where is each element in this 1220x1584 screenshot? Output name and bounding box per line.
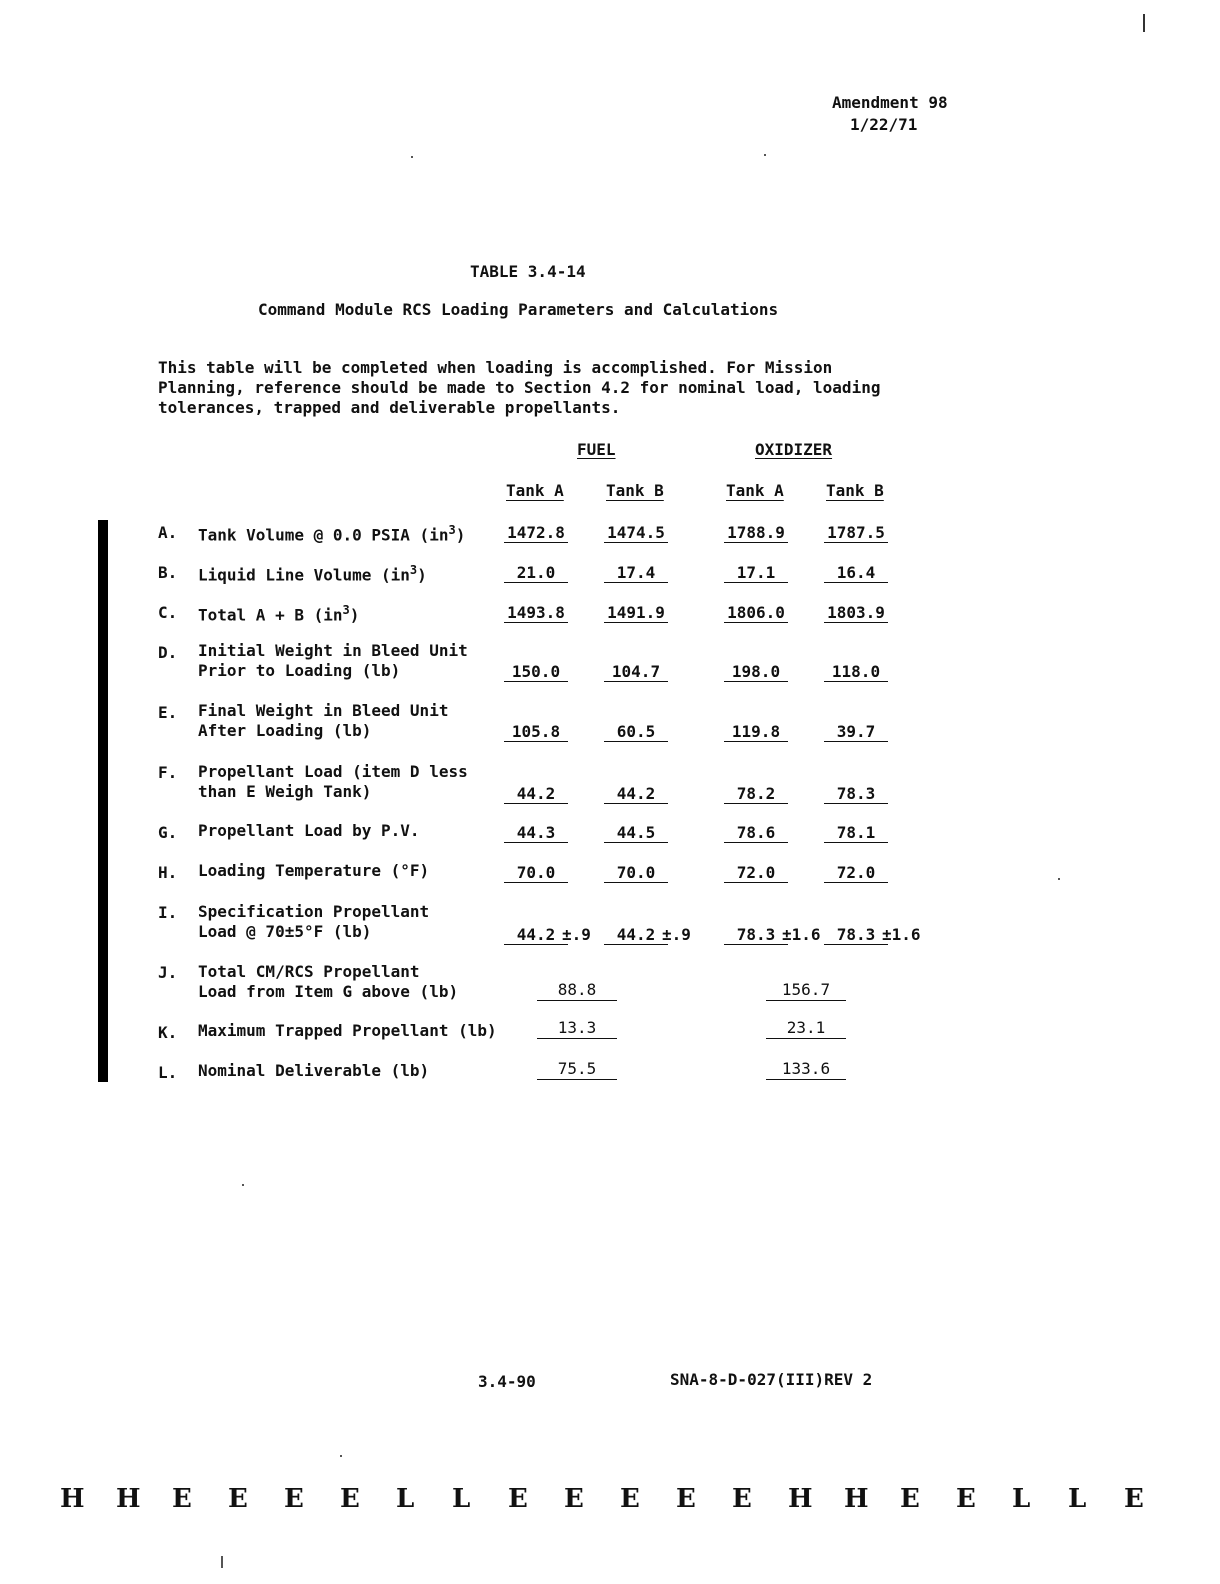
value-cell: 1474.5	[604, 524, 668, 543]
row-label: Liquid Line Volume $(in^3)$	[198, 563, 427, 585]
fuel-tank-a-header: Tank A	[506, 481, 564, 500]
value-cell: 1491.9	[604, 604, 668, 623]
row-label: Loading Temperature (°F)	[198, 861, 430, 880]
film-mark: E	[172, 1484, 192, 1514]
value-cell: 78.1	[824, 824, 888, 843]
value-cell: 118.0	[824, 663, 888, 682]
row-label: Propellant Load by P.V.	[198, 821, 420, 840]
value-cell: 150.0	[504, 663, 568, 682]
document-id: SNA-8-D-027(III)REV 2	[670, 1370, 873, 1389]
row-letter: A.	[158, 523, 178, 542]
row-letter: B.	[158, 563, 178, 582]
value-cell: 1806.0	[724, 604, 788, 623]
row-letter: H.	[158, 863, 178, 882]
film-mark: H	[844, 1484, 869, 1514]
film-mark: E	[1124, 1484, 1144, 1514]
value-cell: 60.5	[604, 723, 668, 742]
value-cell: 78.6	[724, 824, 788, 843]
film-mark: E	[620, 1484, 640, 1514]
row-letter: L.	[158, 1063, 178, 1082]
value-cell: 104.7	[604, 663, 668, 682]
intro-line: tolerances, trapped and deliverable propellants.	[158, 398, 621, 417]
scan-speck	[411, 156, 413, 158]
film-mark: E	[676, 1484, 696, 1514]
intro-line: Planning, reference should be made to Section 4.2 for nominal load, loading	[158, 378, 881, 397]
value-cell: 44.2 ±.9	[604, 926, 668, 945]
value-cell: 105.8	[504, 723, 568, 742]
scan-mark	[1143, 14, 1145, 32]
tolerance: ±.9	[662, 925, 691, 944]
tolerance: ±1.6	[882, 925, 921, 944]
scan-speck	[221, 1556, 223, 1568]
film-mark: E	[564, 1484, 584, 1514]
value-cell: 78.2	[724, 785, 788, 804]
film-mark: L	[1012, 1484, 1031, 1514]
value-cell: 17.4	[604, 564, 668, 583]
row-label: Specification Propellant Load @ 70±5°F (lb)	[198, 902, 430, 941]
scan-speck	[340, 1455, 342, 1457]
scan-speck	[764, 154, 766, 156]
amendment-label: Amendment 98	[832, 93, 948, 112]
film-mark: L	[452, 1484, 471, 1514]
fuel-tank-b-header: Tank B	[606, 481, 664, 500]
row-letter: D.	[158, 643, 178, 662]
value-cell: 78.3 ±1.6	[724, 926, 788, 945]
tolerance: ±1.6	[782, 925, 821, 944]
value-cell: 72.0	[824, 864, 888, 883]
film-mark: E	[228, 1484, 248, 1514]
film-mark: E	[956, 1484, 976, 1514]
intro-line: This table will be completed when loading is accomplished. For Mission	[158, 358, 833, 377]
value-cell: 70.0	[604, 864, 668, 883]
value-cell: 44.5	[604, 824, 668, 843]
fuel-total-cell: 88.8	[537, 980, 617, 1001]
oxidizer-total-cell: 23.1	[766, 1018, 846, 1039]
film-mark: H	[788, 1484, 813, 1514]
value-cell: 1803.9	[824, 604, 888, 623]
row-letter: K.	[158, 1023, 178, 1042]
oxidizer-tank-a-header: Tank A	[726, 481, 784, 500]
film-mark: E	[732, 1484, 752, 1514]
row-label: Total CM/RCS Propellant Load from Item G above (lb)	[198, 962, 459, 1001]
table-title: Command Module RCS Loading Parameters and Calculations	[258, 300, 779, 319]
scan-speck	[1058, 878, 1060, 880]
value-cell: 44.3	[504, 824, 568, 843]
value-cell: 78.3 ±1.6	[824, 926, 888, 945]
row-label: Propellant Load (item D less than E Weigh Tank)	[198, 762, 468, 801]
value-cell: 119.8	[724, 723, 788, 742]
value-cell: 17.1	[724, 564, 788, 583]
row-letter: C.	[158, 603, 178, 622]
value-cell: 16.4	[824, 564, 888, 583]
film-mark: L	[396, 1484, 415, 1514]
film-mark: E	[284, 1484, 304, 1514]
row-label: Maximum Trapped Propellant (lb)	[198, 1021, 497, 1040]
value-cell: 21.0	[504, 564, 568, 583]
value-cell: 78.3	[824, 785, 888, 804]
page-number: 3.4-90	[478, 1372, 536, 1391]
fuel-total-cell: 75.5	[537, 1059, 617, 1080]
row-label: Total A + B $(in^3)$	[198, 603, 360, 625]
value-cell: 39.7	[824, 723, 888, 742]
value-cell: 198.0	[724, 663, 788, 682]
intro-paragraph	[158, 358, 918, 418]
value-cell: 1493.8	[504, 604, 568, 623]
value-cell: 44.2 ±.9	[504, 926, 568, 945]
row-letter: I.	[158, 903, 178, 922]
oxidizer-header: OXIDIZER	[755, 440, 833, 459]
row-letter: G.	[158, 823, 178, 842]
row-label: Initial Weight in Bleed Unit Prior to Loading (lb)	[198, 641, 468, 680]
row-label: Nominal Deliverable (lb)	[198, 1061, 430, 1080]
row-label: Tank Volume @ 0.0 PSIA $(in^3)$	[198, 523, 466, 545]
tolerance: ±.9	[562, 925, 591, 944]
fuel-total-cell: 13.3	[537, 1018, 617, 1039]
row-label: Final Weight in Bleed Unit After Loading (lb)	[198, 701, 449, 740]
value-cell: 72.0	[724, 864, 788, 883]
row-letter: F.	[158, 763, 178, 782]
row-letter: E.	[158, 703, 178, 722]
value-cell: 1787.5	[824, 524, 888, 543]
value-cell: 70.0	[504, 864, 568, 883]
film-mark: E	[508, 1484, 528, 1514]
film-mark: L	[1068, 1484, 1087, 1514]
fuel-header: FUEL	[577, 440, 616, 459]
oxidizer-total-cell: 133.6	[766, 1059, 846, 1080]
value-cell: 44.2	[504, 785, 568, 804]
scan-speck	[242, 1184, 244, 1186]
amendment-date: 1/22/71	[850, 115, 918, 134]
oxidizer-total-cell: 156.7	[766, 980, 846, 1001]
value-cell: 44.2	[604, 785, 668, 804]
value-cell: 1788.9	[724, 524, 788, 543]
oxidizer-tank-b-header: Tank B	[826, 481, 884, 500]
film-mark: E	[900, 1484, 920, 1514]
film-mark: H	[116, 1484, 141, 1514]
film-mark: E	[340, 1484, 360, 1514]
value-cell: 1472.8	[504, 524, 568, 543]
film-mark: H	[60, 1484, 85, 1514]
row-letter: J.	[158, 963, 178, 982]
revision-bar	[98, 520, 108, 1082]
table-number: TABLE 3.4-14	[470, 262, 586, 281]
